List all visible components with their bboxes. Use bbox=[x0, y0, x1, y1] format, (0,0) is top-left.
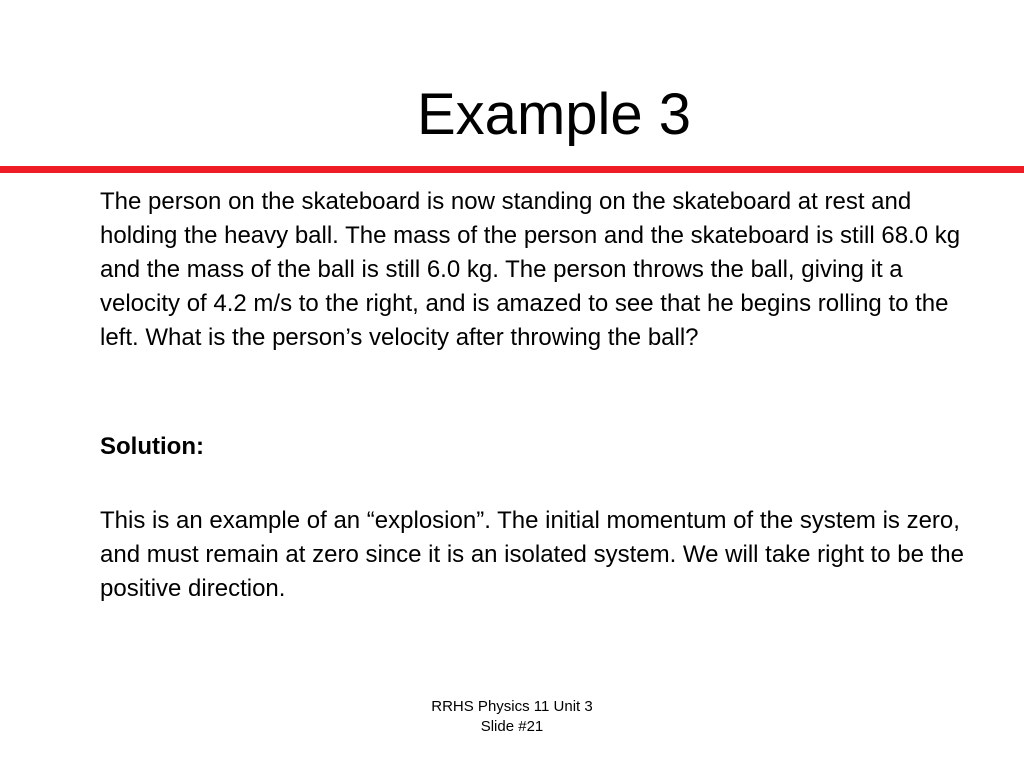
slide-title: Example 3 bbox=[417, 82, 692, 147]
solution-heading: Solution: bbox=[100, 433, 204, 460]
footer-course: RRHS Physics 11 Unit 3 bbox=[431, 698, 593, 715]
title-divider bbox=[0, 166, 1024, 173]
slide-footer bbox=[380, 697, 644, 737]
solution-paragraph: This is an example of an “explosion”. The initial momentum of the system is zero, and must remain at zero since it is an isolated system. We will take right to be the positive direction. bbox=[100, 507, 964, 602]
footer-slide-number: Slide #21 bbox=[480, 718, 544, 735]
problem-paragraph: The person on the skateboard is now standing on the skateboard at rest and holding the heavy ball. The mass of the person and the skateboard is still 68.0 kg and the mass of the ball is still 6.0 kg. The person throws the ball, giving it a velocity of 4.2 m/s to the right, and is amazed to see that he begins rolling to the left. What is the person’s velocity after throwing the ball? bbox=[100, 188, 961, 351]
